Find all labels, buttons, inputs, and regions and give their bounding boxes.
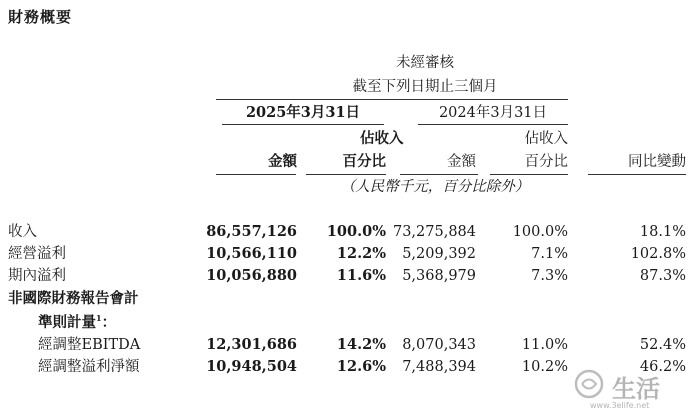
amount-prior: 5,209,392 <box>402 246 476 262</box>
non-ifrs-heading-cont: 準則計量$^1$： <box>38 313 117 331</box>
pct-current: 100.0% <box>326 223 386 240</box>
pct-prior: 10.2% <box>521 359 568 375</box>
header-unaudited: 未經審核 <box>396 55 454 71</box>
col-pct-bottom-cur: 百分比 <box>342 153 386 170</box>
amount-current: 10,056,880 <box>206 267 297 284</box>
rule-pct-prior <box>490 174 568 175</box>
yoy-change: 102.8% <box>630 246 686 262</box>
col-amount-cur: 金額 <box>268 153 297 170</box>
amount-current: 10,566,110 <box>206 245 297 262</box>
pct-current: 14.2% <box>336 336 386 353</box>
col-amount-prior: 金額 <box>447 154 476 170</box>
amount-prior: 73,275,884 <box>392 224 476 240</box>
row-label: 經調整EBITDA <box>38 337 141 353</box>
amount-prior: 5,368,979 <box>402 268 476 284</box>
rule-yoy <box>588 174 686 175</box>
pct-current: 12.6% <box>336 358 386 375</box>
col-yoy: 同比變動 <box>628 154 686 170</box>
period-current-rule <box>222 124 384 125</box>
watermark-url: www.3elife.net <box>590 401 650 410</box>
unit-note: （人民幣千元，百分比除外） <box>340 179 530 195</box>
period-prior-rule <box>418 124 568 125</box>
amount-current: 86,557,126 <box>206 223 297 240</box>
col-pct-top-prior: 佔收入 <box>524 131 568 147</box>
rule-amount-cur <box>216 174 296 175</box>
amount-prior: 8,070,343 <box>402 337 476 353</box>
row-label: 期內溢利 <box>8 268 66 284</box>
pct-current: 11.6% <box>336 267 386 284</box>
watermark-text: 生活 <box>612 375 660 403</box>
header-three-months: 截至下列日期止三個月 <box>352 79 498 95</box>
row-label: 收入 <box>8 224 37 240</box>
period-current: 2025年3月31日 <box>245 104 361 121</box>
yoy-change: 52.4% <box>639 337 686 353</box>
row-label: 經營溢利 <box>8 246 66 262</box>
rule-amount-prior <box>400 174 478 175</box>
row-label: 經調整溢利淨額 <box>38 359 140 375</box>
pct-current: 12.2% <box>336 245 386 262</box>
amount-current: 12,301,686 <box>206 336 297 353</box>
col-pct-top-cur: 佔收入 <box>360 130 404 147</box>
watermark-icon <box>572 367 606 401</box>
header-rule-top <box>216 99 568 100</box>
watermark-logo <box>572 367 692 411</box>
yoy-change: 18.1% <box>639 224 686 240</box>
pct-prior: 7.3% <box>531 268 568 284</box>
amount-current: 10,948,504 <box>206 358 297 375</box>
pct-prior: 100.0% <box>512 224 568 240</box>
amount-prior: 7,488,394 <box>402 359 476 375</box>
page-title: 財務概要 <box>8 8 73 26</box>
rule-pct-cur <box>306 174 386 175</box>
period-prior: 2024年3月31日 <box>438 105 548 121</box>
non-ifrs-heading: 非國際財務報告會計 <box>8 290 139 307</box>
yoy-change: 46.2% <box>639 359 686 375</box>
pct-prior: 11.0% <box>521 337 568 353</box>
footnote-mark: 1 <box>96 313 102 323</box>
yoy-change: 87.3% <box>639 268 686 284</box>
pct-prior: 7.1% <box>531 246 568 262</box>
col-pct-bottom-prior: 百分比 <box>524 154 568 170</box>
